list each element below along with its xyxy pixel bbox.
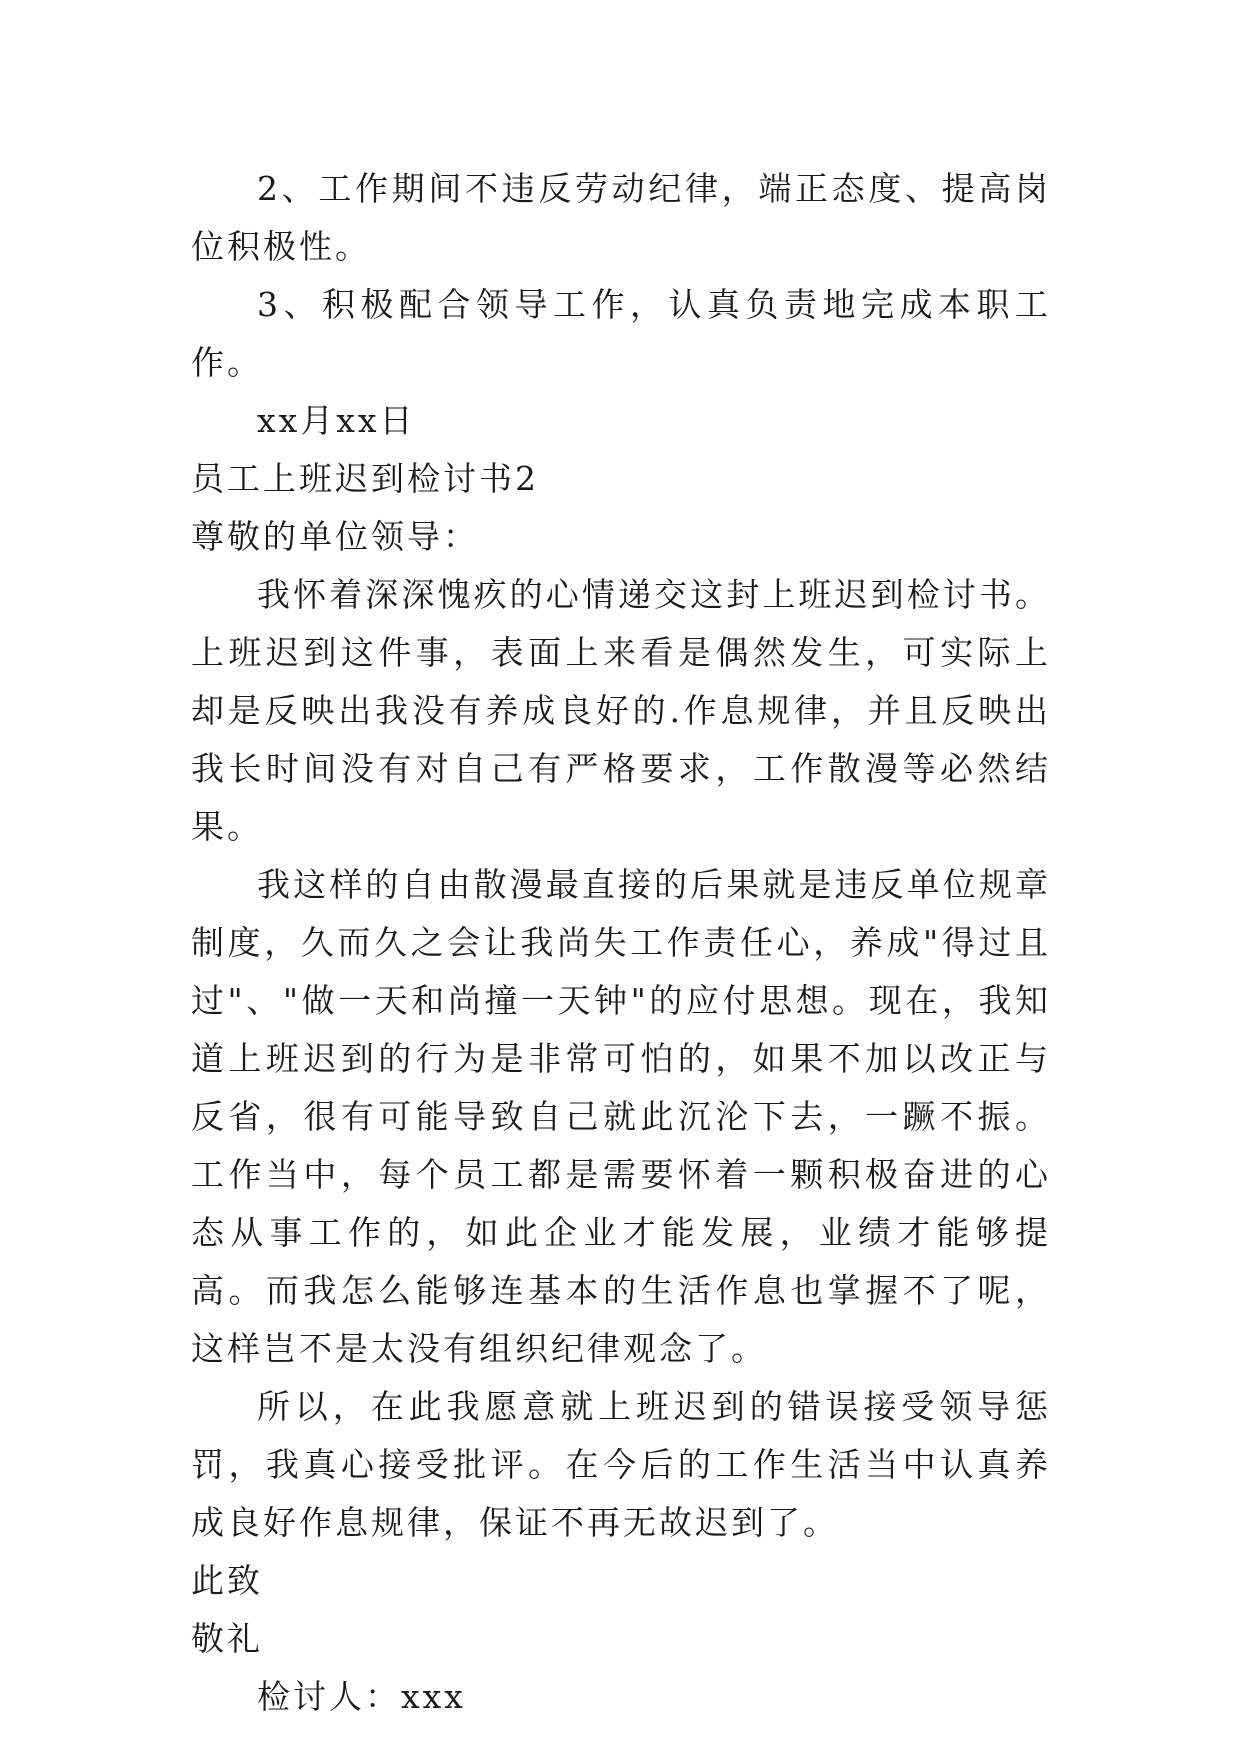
body-paragraph-3: 所以，在此我愿意就上班迟到的错误接受领导惩罚，我真心接受批评。在今后的工作生活当中认真养成良好作息规律，保证不再无故迟到了。 <box>191 1387 1051 1542</box>
document-title: 员工上班迟到检讨书2 <box>191 459 539 498</box>
paragraph-item-3: 3、积极配合领导工作，认真负责地完成本职工作。 <box>191 285 1051 382</box>
date-line: xx月xx日 <box>257 401 416 440</box>
body-paragraph-1: 我怀着深深愧疚的心情递交这封上班迟到检讨书。上班迟到这件事，表面上来看是偶然发生，可实际上却是反映出我没有养成良好的.作息规律，并且反映出我长时间没有对自己有严格要求，工作散漫等必然结果。 <box>191 575 1051 846</box>
signature-line: 检讨人：xxx <box>257 1677 466 1716</box>
closing-line-1: 此致 <box>191 1561 263 1600</box>
salutation: 尊敬的单位领导： <box>191 517 479 556</box>
closing-line-2: 敬礼 <box>191 1619 263 1658</box>
body-paragraph-2: 我这样的自由散漫最直接的后果就是违反单位规章制度，久而久之会让我尚失工作责任心，养成"得过且过"、"做一天和尚撞一天钟"的应付思想。现在，我知道上班迟到的行为是非常可怕的，如果不加以改正与反省，很有可能导致自己就此沉沦下去，一蹶不振。工作当中，每个员工都是需要怀着一颗积极奋进的心态从事工作的，如此企业才能发展，业绩才能够提高。而我怎么能够连基本的生活作息也掌握不了呢，这样岂不是太没有组织纪律观念了。 <box>191 865 1051 1368</box>
paragraph-item-2: 2、工作期间不违反劳动纪律，端正态度、提高岗位积极性。 <box>191 169 1051 266</box>
document-body <box>191 160 1051 1726</box>
